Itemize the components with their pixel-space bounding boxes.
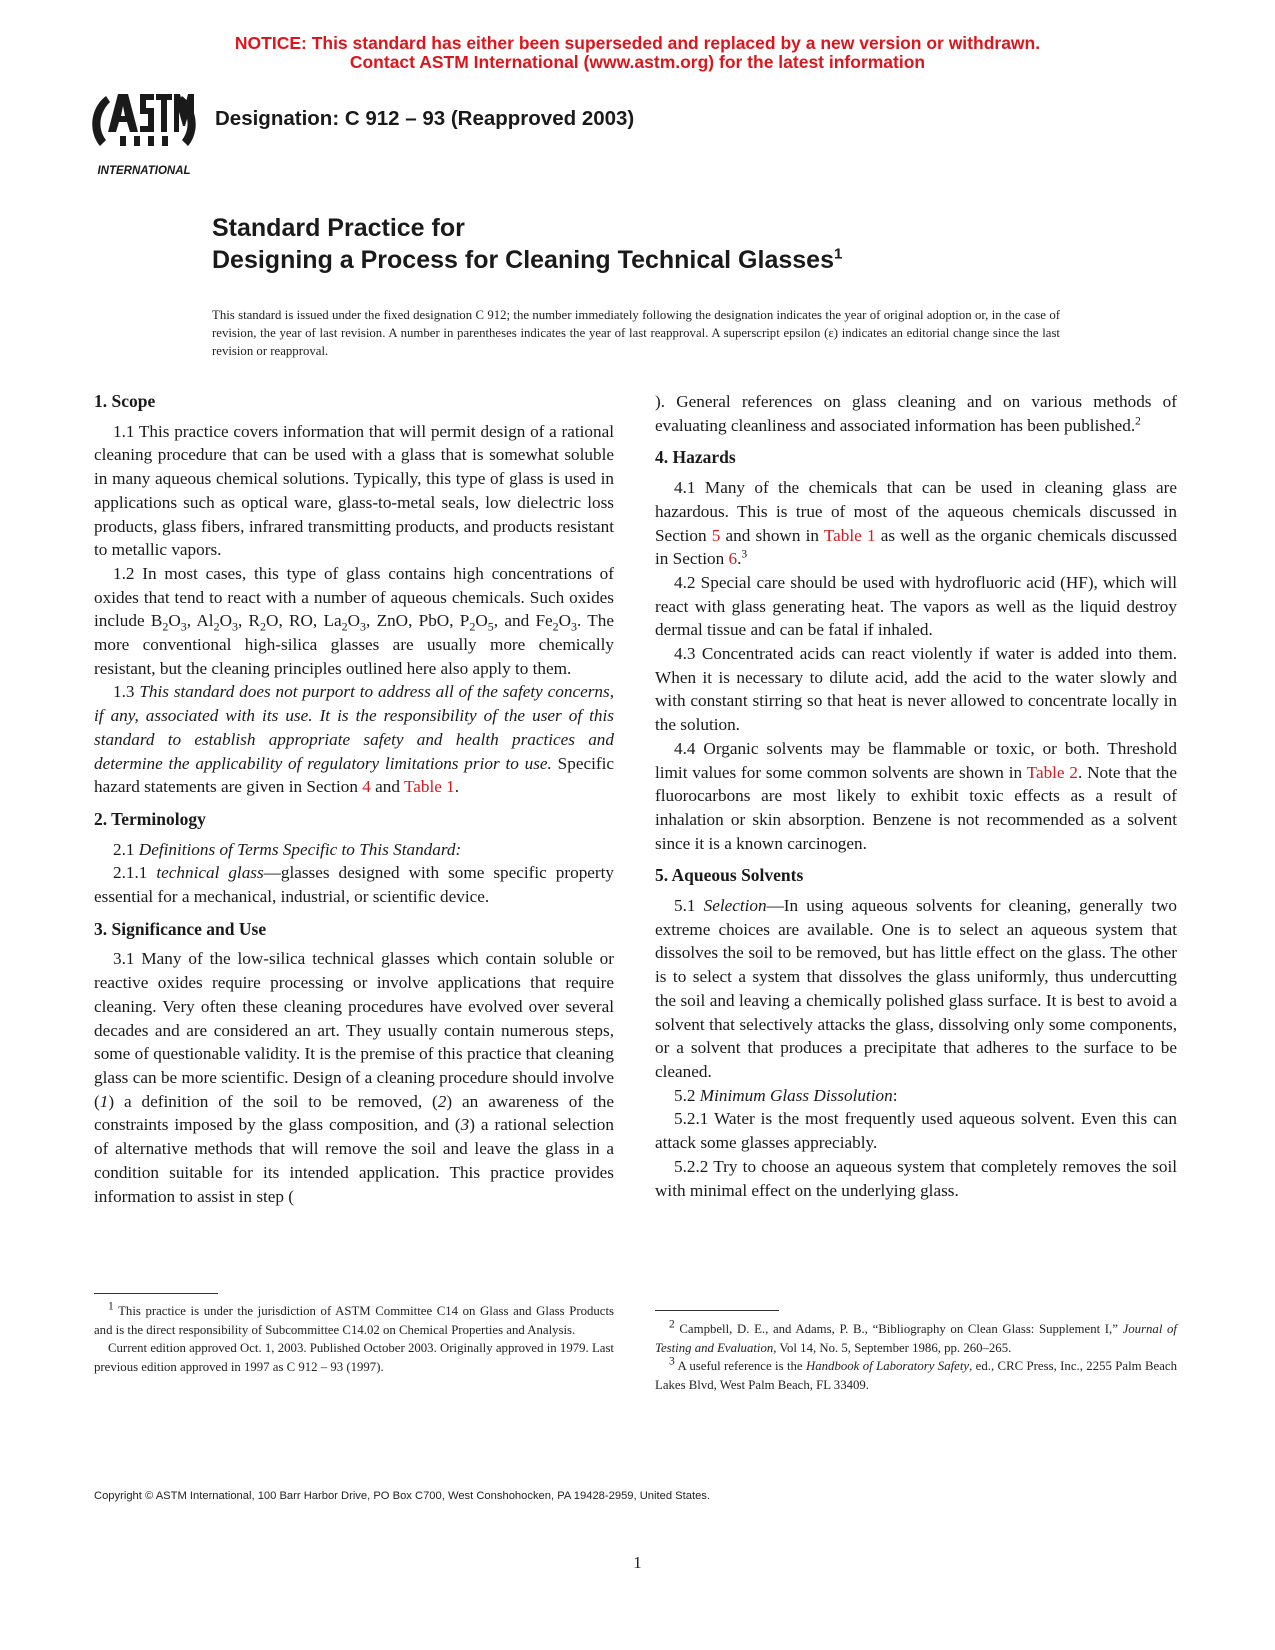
para-3-1-part-a: 3.1 Many of the low-silica technical glasses which contain soluble or reactive oxides require processing or involve applications that require cleaning. Very often these cleaning procedures have evolved over several decades and are considered an art. They usually contain numerous steps, some of questionable validity. It is the premise of this practice that cleaning glass can be more scientific. Design of a cleaning procedure should involve (1) a definition of the soil to be removed, (2) an awareness of the constraints imposed by the glass composition, and (3) a rational selection of alternative methods that will remove the soil and leave the glass in a condition suitable for its intended application. This practice provides information to assist in step ( xyxy=(94,949,614,1206)
para-5-2-1: 5.2.1 Water is the most frequently used aqueous solvent. Even this can attack some glasses appreciably. xyxy=(655,1109,1177,1153)
notice-line-2: Contact ASTM International (www.astm.org) for the latest information xyxy=(349,52,926,72)
para-3-1-part-b: ). General references on glass cleaning and on various methods of evaluating cleanliness and associated information has been published.$^2$ xyxy=(655,392,1177,435)
section-5-heading: 5. Aqueous Solvents xyxy=(655,865,804,886)
link-table-1-b[interactable]: Table 1 xyxy=(823,525,876,545)
oxide-al2o3: $Al_2O_3$ xyxy=(196,611,238,634)
para-1-1: 1.1 This practice covers information that will permit design of a rational cleaning procedure that can be used with a glass that is somewhat soluble in many aqueous chemical solutions. Typically, this type of glass is used in applications such as optical ware, glass-to-metal seals, low dielectric loss products, glass fibers, infrared transmitting products, and products resistant to metallic vapors. xyxy=(94,421,614,560)
title-footnote-mark: 1 xyxy=(833,245,843,263)
footnote-3: $^3$ A useful reference is the Handbook of Laboratory Safety, ed., CRC Press, Inc., 2255 Palm Beach Lakes Blvd, West Palm Beach, FL 33409. xyxy=(655,1355,1177,1392)
para-4-3: 4.3 Concentrated acids can react violently if water is added into them. When it is necessary to dilute acid, add the acid to the water slowly and with constant stirring so that heat is never allowed to concentrate locally in the solution. xyxy=(655,644,1177,735)
para-1-2: 1.2 In most cases, this type of glass contains high concentrations of oxides that tend to react with a number of aqueous chemicals. Such oxides include $B_2O_3$, $Al_2O_3$, $R_2O$, RO, $La_2O_3$, ZnO, PbO, $P_2O_5$, and $Fe_2O_3$. The more conventional high-silica glasses are usually more chemically resistant, but the cleaning principles outlined here also apply to them. xyxy=(94,563,615,678)
logo-text: INTERNATIONAL xyxy=(97,165,191,177)
link-table-1[interactable]: Table 1 xyxy=(403,777,455,797)
oxide-r2o: $R_2O$ xyxy=(248,611,279,634)
link-section-5[interactable]: 5 xyxy=(711,525,721,545)
section-4-heading: 4. Hazards xyxy=(655,447,736,468)
astm-logo xyxy=(88,88,200,180)
para-5-1: 5.1 Selection—In using aqueous solvents for cleaning, generally two extreme choices are available. One is to select an aqueous system that dissolves the soil to be removed, but has little effect on the glass. The other is to select a system that dissolves the glass uniformly, thus undercutting the soil and leaving a chemically polished glass surface. It is best to avoid a solvent that selectively attacks the glass, dissolving only some components, or a solvent that produces a precipitate that adheres to the surface to be cleaned. xyxy=(655,896,1178,1081)
footnote-ref-2: 2 xyxy=(1135,414,1141,427)
section-2-heading: 2. Terminology xyxy=(94,808,206,829)
section-1-heading: 1. Scope xyxy=(94,391,156,411)
title-line-1: Standard Practice for xyxy=(212,214,465,242)
footnote-1: $^1$ This practice is under the jurisdiction of ASTM Committee C14 on Glass and Glass Products and is the direct responsibility of Subcommittee C14.02 on Chemical Properties and Analysis. xyxy=(94,1300,614,1337)
notice-line-1: NOTICE: This standard has either been superseded and replaced by a new version or withdrawn. xyxy=(234,33,1041,53)
title-text: Designing a Process for Cleaning Technical Glasses xyxy=(212,246,834,274)
footnote-2: $^2$ Campbell, D. E., and Adams, P. B., “Bibliography on Clean Glass: Supplement I,” Journal of Testing and Evaluation, Vol 14, No. 5, September 1986, pp. 260–265. xyxy=(655,1318,1177,1355)
para-5-2-2: 5.2.2 Try to choose an aqueous system that completely removes the soil with minimal effect on the underlying glass. xyxy=(655,1156,1177,1200)
oxide-b2o3: $B_2O_3$ xyxy=(150,611,187,634)
link-section-4[interactable]: 4 xyxy=(362,777,371,797)
oxide-zno: ZnO xyxy=(376,611,409,631)
para-4-4: 4.4 Organic solvents may be flammable or toxic, or both. Threshold limit values for some common solvents are shown in Table 2. Note that the fluorocarbons are most likely to exhibit toxic effects as a result of inhalation or skin absorption. Benzene is not recommended as a solvent since it is a known carcinogen. xyxy=(655,738,1177,853)
oxide-fe2o3: $Fe_2O_3$ xyxy=(535,611,578,634)
section-3-heading: 3. Significance and Use xyxy=(94,918,267,939)
right-column xyxy=(655,390,1177,1202)
footnote-rule-right xyxy=(655,1310,779,1311)
oxide-p2o5: $P_2O_5$ xyxy=(459,611,494,634)
preamble: This standard is issued under the fixed designation C 912; the number immediately following the designation indicates the year of original adoption or, in the case of revision, the year of last revision. A number in parentheses indicates the year of last reapproval. A superscript epsilon (ε) indicates an editorial change since the last revision or reapproval. xyxy=(212,308,1060,359)
copyright: Copyright © ASTM International, 100 Barr Harbor Drive, PO Box C700, West Conshohocken, PA 19428-2959, United States. xyxy=(94,1490,710,1502)
oxide-pbo: PbO xyxy=(418,611,450,631)
para-5-2: 5.2 Minimum Glass Dissolution: xyxy=(674,1085,898,1105)
footnote-ref-3: 3 xyxy=(741,548,748,561)
footnotes-right xyxy=(655,1320,1177,1394)
para-2-1: 2.1 Definitions of Terms Specific to This Standard: xyxy=(113,839,462,859)
page-number: 1 xyxy=(633,1553,642,1572)
para-2-1-1: 2.1.1 technical glass—glasses designed with some specific property essential for a mechanical, industrial, or scientific device. xyxy=(94,863,615,907)
para-4-2: 4.2 Special care should be used with hydrofluoric acid (HF), which will react with glass generating heat. The vapors as well as the liquid destroy dermal tissue and can be fatal if inhaled. xyxy=(655,572,1177,640)
oxide-la2o3: $La_2O_3$ xyxy=(323,611,367,634)
footnote-1-edition: Current edition approved Oct. 1, 2003. Published October 2003. Originally approved in 1979. Last previous edition approved in 1997 as C 912 – 93 (1997). xyxy=(94,1341,614,1374)
para-1-3: 1.3 This standard does not purport to address all of the safety concerns, if any, associated with its use. It is the responsibility of the user of this standard to establish appropriate safety and health practices and determine the applicability of regulatory limitations prior to use. Specific hazard statements are given in Section 4 and Table 1. xyxy=(94,682,614,797)
designation: Designation: C 912 – 93 (Reapproved 2003) xyxy=(215,107,635,130)
link-table-2[interactable]: Table 2 xyxy=(1026,762,1078,782)
link-section-6[interactable]: 6 xyxy=(728,549,738,569)
para-4-1: 4.1 Many of the chemicals that can be used in cleaning glass are hazardous. This is true of most of the aqueous chemicals discussed in Section 5 and shown in Table 1 as well as the organic chemicals discussed in Section 6.$^3$ xyxy=(655,478,1177,569)
footnote-rule-left xyxy=(94,1293,218,1294)
left-column xyxy=(94,390,614,1208)
title-line-2 xyxy=(212,246,842,275)
oxide-ro: RO xyxy=(289,611,313,631)
footnotes-left xyxy=(94,1302,614,1376)
